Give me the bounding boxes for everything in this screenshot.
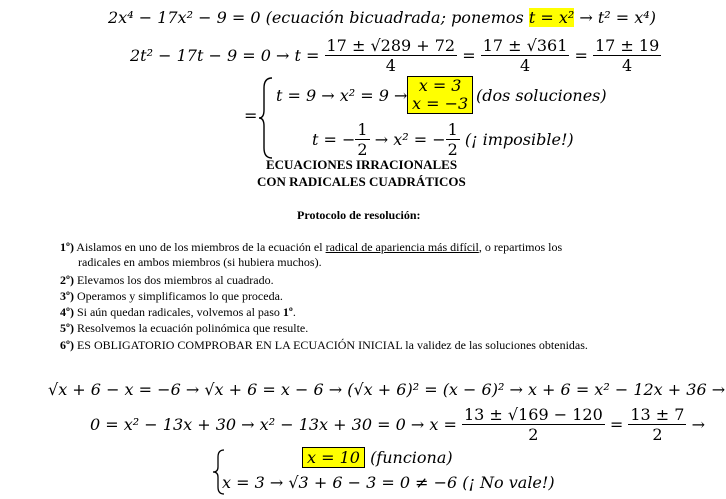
eq1-substitution: t = x² (528, 8, 575, 27)
bicuadrada-equation (108, 8, 656, 27)
left-brace (258, 76, 274, 160)
fraction-1: $\frac{17 \pm √289 + 72}{4}$ (326, 36, 456, 75)
step-4: 4º) Si aún quedan radicales, volvemos al paso 1º. (60, 305, 296, 319)
step-3: 3º) Operamos y simplificamos lo que proceda. (60, 289, 283, 303)
solution-2: x = −3 (412, 94, 469, 113)
section-title-2: CON RADICALES CUADRÁTICOS (257, 174, 466, 189)
example-line-2: 0 = x² − 13x + 30 → x² − 13x + 30 = 0 → x = $\frac{13 \pm √169 - 120}{2}$ = $\frac{13 \pm 7}{2}$ → (90, 405, 705, 444)
fraction-2: $\frac{17 \pm √361}{4}$ (482, 36, 568, 75)
section-title-1: ECUACIONES IRRACIONALES (266, 157, 458, 172)
example-fraction-1: $\frac{13 \pm √169 - 120}{2}$ (463, 405, 603, 444)
works-label: (funciona) (370, 448, 453, 467)
protocol-title: Protocolo de resolución: (297, 208, 421, 222)
equals-sign: = (244, 106, 258, 125)
example-fraction-2: $\frac{13 \pm 7}{2}$ (630, 405, 685, 444)
eq1-tail: → t² = x⁴) (579, 8, 656, 27)
solution-1: x = 3 (418, 76, 462, 95)
eq2-lhs: 2t² − 17t − 9 = 0 → t = (130, 46, 320, 65)
eq1-main: 2x⁴ − 17x² − 9 = 0 (108, 8, 266, 27)
case-2: t = − $\frac{1}{2}$ → x² = − $\frac{1}{2}$ (¡ imposible!) (312, 120, 574, 159)
t-equation: 2t² − 17t − 9 = 0 → t = $\frac{17 \pm √289 + 72}{4}$ = $\frac{17 \pm √361}{4}$ = $\frac{17 \pm 19}{4}$ (130, 36, 660, 75)
eq1-comment: (ecuación bicuadrada; ponemos (265, 8, 529, 27)
valid-solution: x = 10 (302, 447, 365, 468)
step-1: 1º) Aislamos en uno de los miembros de la ecuación el radical de apariencia más difícil, o repartimos los radicales en ambos miembros (si hubiera muchos). (60, 240, 563, 269)
solutions-box (407, 76, 473, 114)
example-line-1: √x + 6 − x = −6 → √x + 6 = x − 6 → (√x + 6)² = (x − 6)² → x + 6 = x² − 12x + 36 → (48, 380, 726, 399)
step-6: 6º) ES OBLIGATORIO COMPROBAR EN LA ECUACIÓN INICIAL la validez de las soluciones obtenidas. (60, 338, 588, 352)
example-case-1 (302, 448, 453, 467)
step-5: 5º) Resolvemos la ecuación polinómica que resulte. (60, 321, 309, 335)
two-solutions-label: (dos soluciones) (476, 86, 607, 105)
step-2: 2º) Elevamos los dos miembros al cuadrado. (60, 273, 274, 287)
example-case-2: x = 3 → √3 + 6 − 3 = 0 ≠ −6 (¡ No vale!) (222, 473, 555, 492)
case-1: t = 9 → x² = 9 → (276, 86, 408, 105)
fraction-3: $\frac{17 \pm 19}{4}$ (594, 36, 660, 75)
